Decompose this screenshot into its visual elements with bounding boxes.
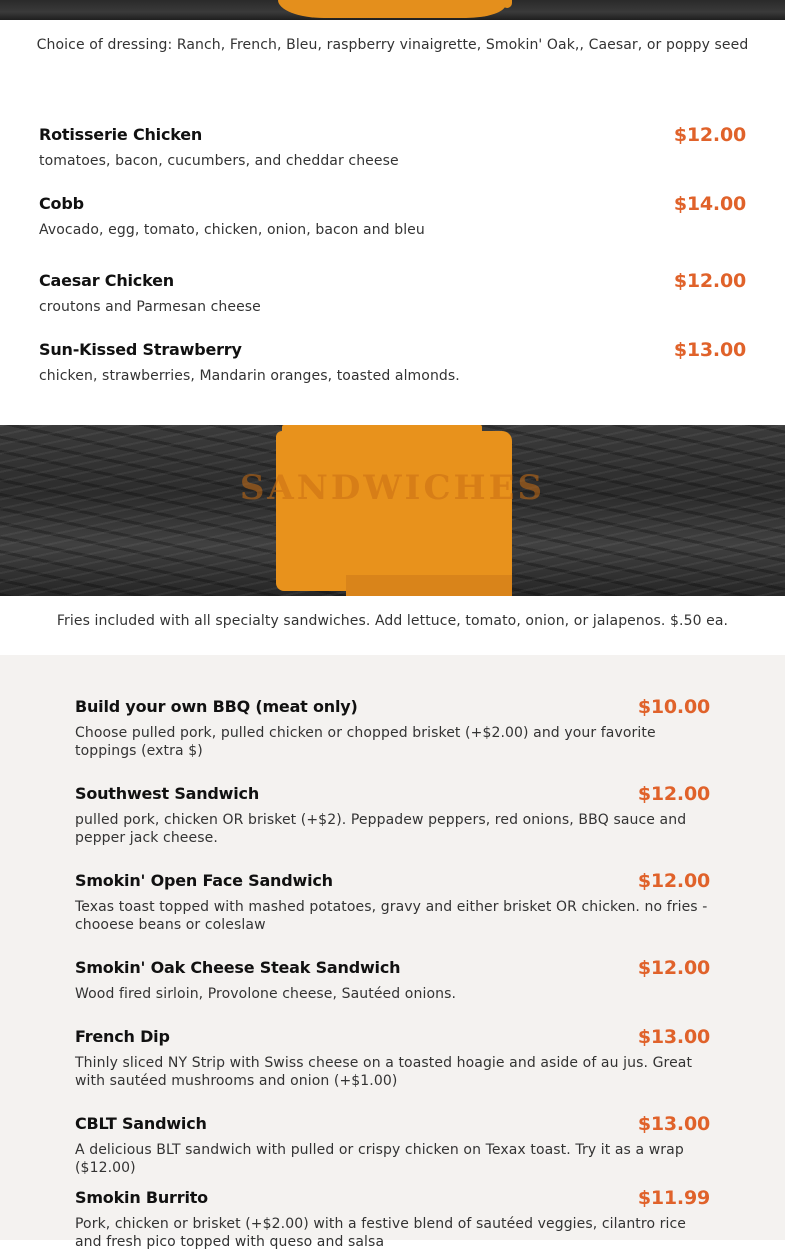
item-price: $13.00 xyxy=(637,1113,710,1135)
dressing-note: Choice of dressing: Ranch, French, Bleu, raspberry vinaigrette, Smokin' Oak,, Caesar, or poppy seed xyxy=(36,37,749,53)
sandwich-note: Fries included with all specialty sandwiches. Add lettuce, tomato, onion, or jalapenos. $.50 ea. xyxy=(56,613,729,629)
item-name: Rotisserie Chicken xyxy=(39,125,203,144)
item-description: pulled pork, chicken OR brisket (+$2). Peppadew peppers, red onions, BBQ sauce and pepper jack cheese. xyxy=(75,812,687,846)
salad-banner-strip xyxy=(0,0,785,20)
item-description: A delicious BLT sandwich with pulled or crispy chicken on Texax toast. Try it as a wrap ($12.00) xyxy=(75,1142,684,1176)
item-description: Avocado, egg, tomato, chicken, onion, bacon and bleu xyxy=(39,222,425,238)
item-description: Choose pulled pork, pulled chicken or chopped brisket (+$2.00) and your favorite toppings (extra $) xyxy=(75,725,656,759)
item-name: French Dip xyxy=(75,1027,170,1046)
item-description: croutons and Parmesan cheese xyxy=(39,299,261,315)
section-title: SANDWICHES xyxy=(239,468,546,508)
item-price: $12.00 xyxy=(673,270,746,292)
item-description: Thinly sliced NY Strip with Swiss cheese on a toasted hoagie and aside of au jus. Great with sautéed mushrooms and onion (+$1.00) xyxy=(75,1055,693,1089)
orange-paint-swatch xyxy=(278,0,506,18)
item-price: $13.00 xyxy=(637,1026,710,1048)
item-name: Smokin' Oak Cheese Steak Sandwich xyxy=(75,958,401,977)
item-price: $14.00 xyxy=(673,193,746,215)
item-description: Pork, chicken or brisket (+$2.00) with a festive blend of sautéed veggies, cilantro rice and fresh pico topped with queso and salsa xyxy=(75,1216,687,1250)
item-name: Southwest Sandwich xyxy=(75,784,260,803)
item-name: Cobb xyxy=(39,194,84,213)
sandwiches-banner xyxy=(0,425,785,596)
orange-paint-swatch xyxy=(276,425,512,596)
item-description: Texas toast topped with mashed potatoes, gravy and either brisket OR chicken. no fries - chooese beans or coleslaw xyxy=(75,899,708,933)
item-name: CBLT Sandwich xyxy=(75,1114,207,1133)
item-price: $11.99 xyxy=(637,1187,710,1209)
item-price: $12.00 xyxy=(637,783,710,805)
item-name: Smokin' Open Face Sandwich xyxy=(75,871,333,890)
item-name: Smokin Burrito xyxy=(75,1188,208,1207)
item-price: $13.00 xyxy=(673,339,746,361)
item-price: $12.00 xyxy=(637,957,710,979)
item-price: $10.00 xyxy=(637,696,710,718)
item-description: Wood fired sirloin, Provolone cheese, Sautéed onions. xyxy=(75,986,457,1002)
item-description: chicken, strawberries, Mandarin oranges, toasted almonds. xyxy=(39,368,460,384)
item-name: Build your own BBQ (meat only) xyxy=(75,697,358,716)
item-name: Caesar Chicken xyxy=(39,271,174,290)
item-description: tomatoes, bacon, cucumbers, and cheddar cheese xyxy=(39,153,399,169)
item-name: Sun-Kissed Strawberry xyxy=(39,340,242,359)
item-price: $12.00 xyxy=(673,124,746,146)
item-price: $12.00 xyxy=(637,870,710,892)
